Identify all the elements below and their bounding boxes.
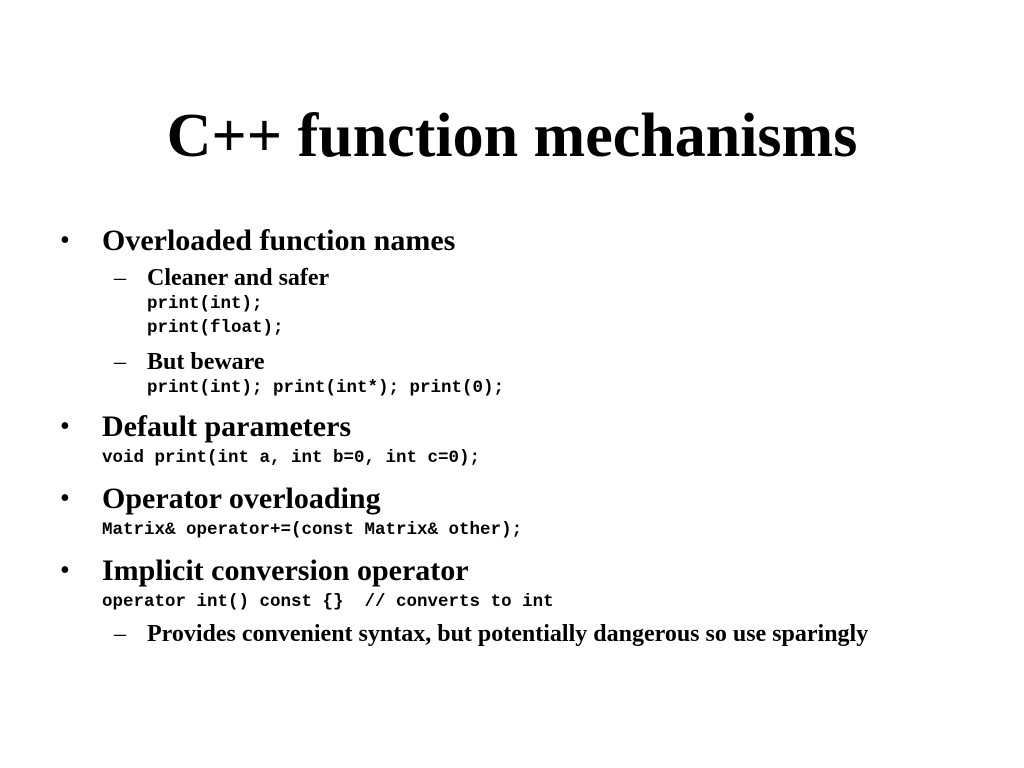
bullet-icon: • — [60, 411, 70, 442]
bullet-icon: • — [60, 555, 70, 586]
bullet-item-operator-overloading — [60, 480, 960, 542]
dash-icon: – — [114, 265, 126, 291]
subitem-label: But beware — [147, 349, 265, 375]
bullet-item-default-parameters — [60, 408, 960, 470]
code-line: print(int); — [147, 294, 263, 314]
slide-body — [60, 222, 960, 648]
subitem-provides-convenient-syntax — [60, 620, 907, 648]
dash-icon: – — [114, 349, 126, 375]
bullet-item-implicit-conversion-operator — [60, 552, 960, 614]
bullet-label: Operator overloading — [102, 482, 381, 515]
bullet-label: Overloaded function names — [102, 224, 456, 257]
bullet-item-overloaded-function-names — [60, 222, 960, 260]
code-line: operator int() const {} // converts to int — [102, 592, 554, 612]
bullet-label: Implicit conversion operator — [102, 554, 469, 587]
subitem-label: Cleaner and safer — [147, 265, 330, 291]
dash-icon: – — [114, 621, 126, 647]
subitem-label: Provides convenient syntax, but potentially dangerous so use sparingly — [147, 621, 869, 647]
bullet-label: Default parameters — [102, 410, 352, 443]
code-line: Matrix& operator+=(const Matrix& other); — [102, 520, 523, 540]
code-line: void print(int a, int b=0, int c=0); — [102, 448, 481, 468]
bullet-icon: • — [60, 225, 70, 256]
bullet-icon: • — [60, 483, 70, 514]
code-line: print(int); print(int*); print(0); — [147, 378, 505, 398]
slide-title: C++ function mechanisms — [166, 102, 858, 170]
subitem-but-beware — [60, 348, 960, 400]
code-line: print(float); — [147, 318, 284, 338]
subitem-cleaner-and-safer — [60, 264, 960, 340]
